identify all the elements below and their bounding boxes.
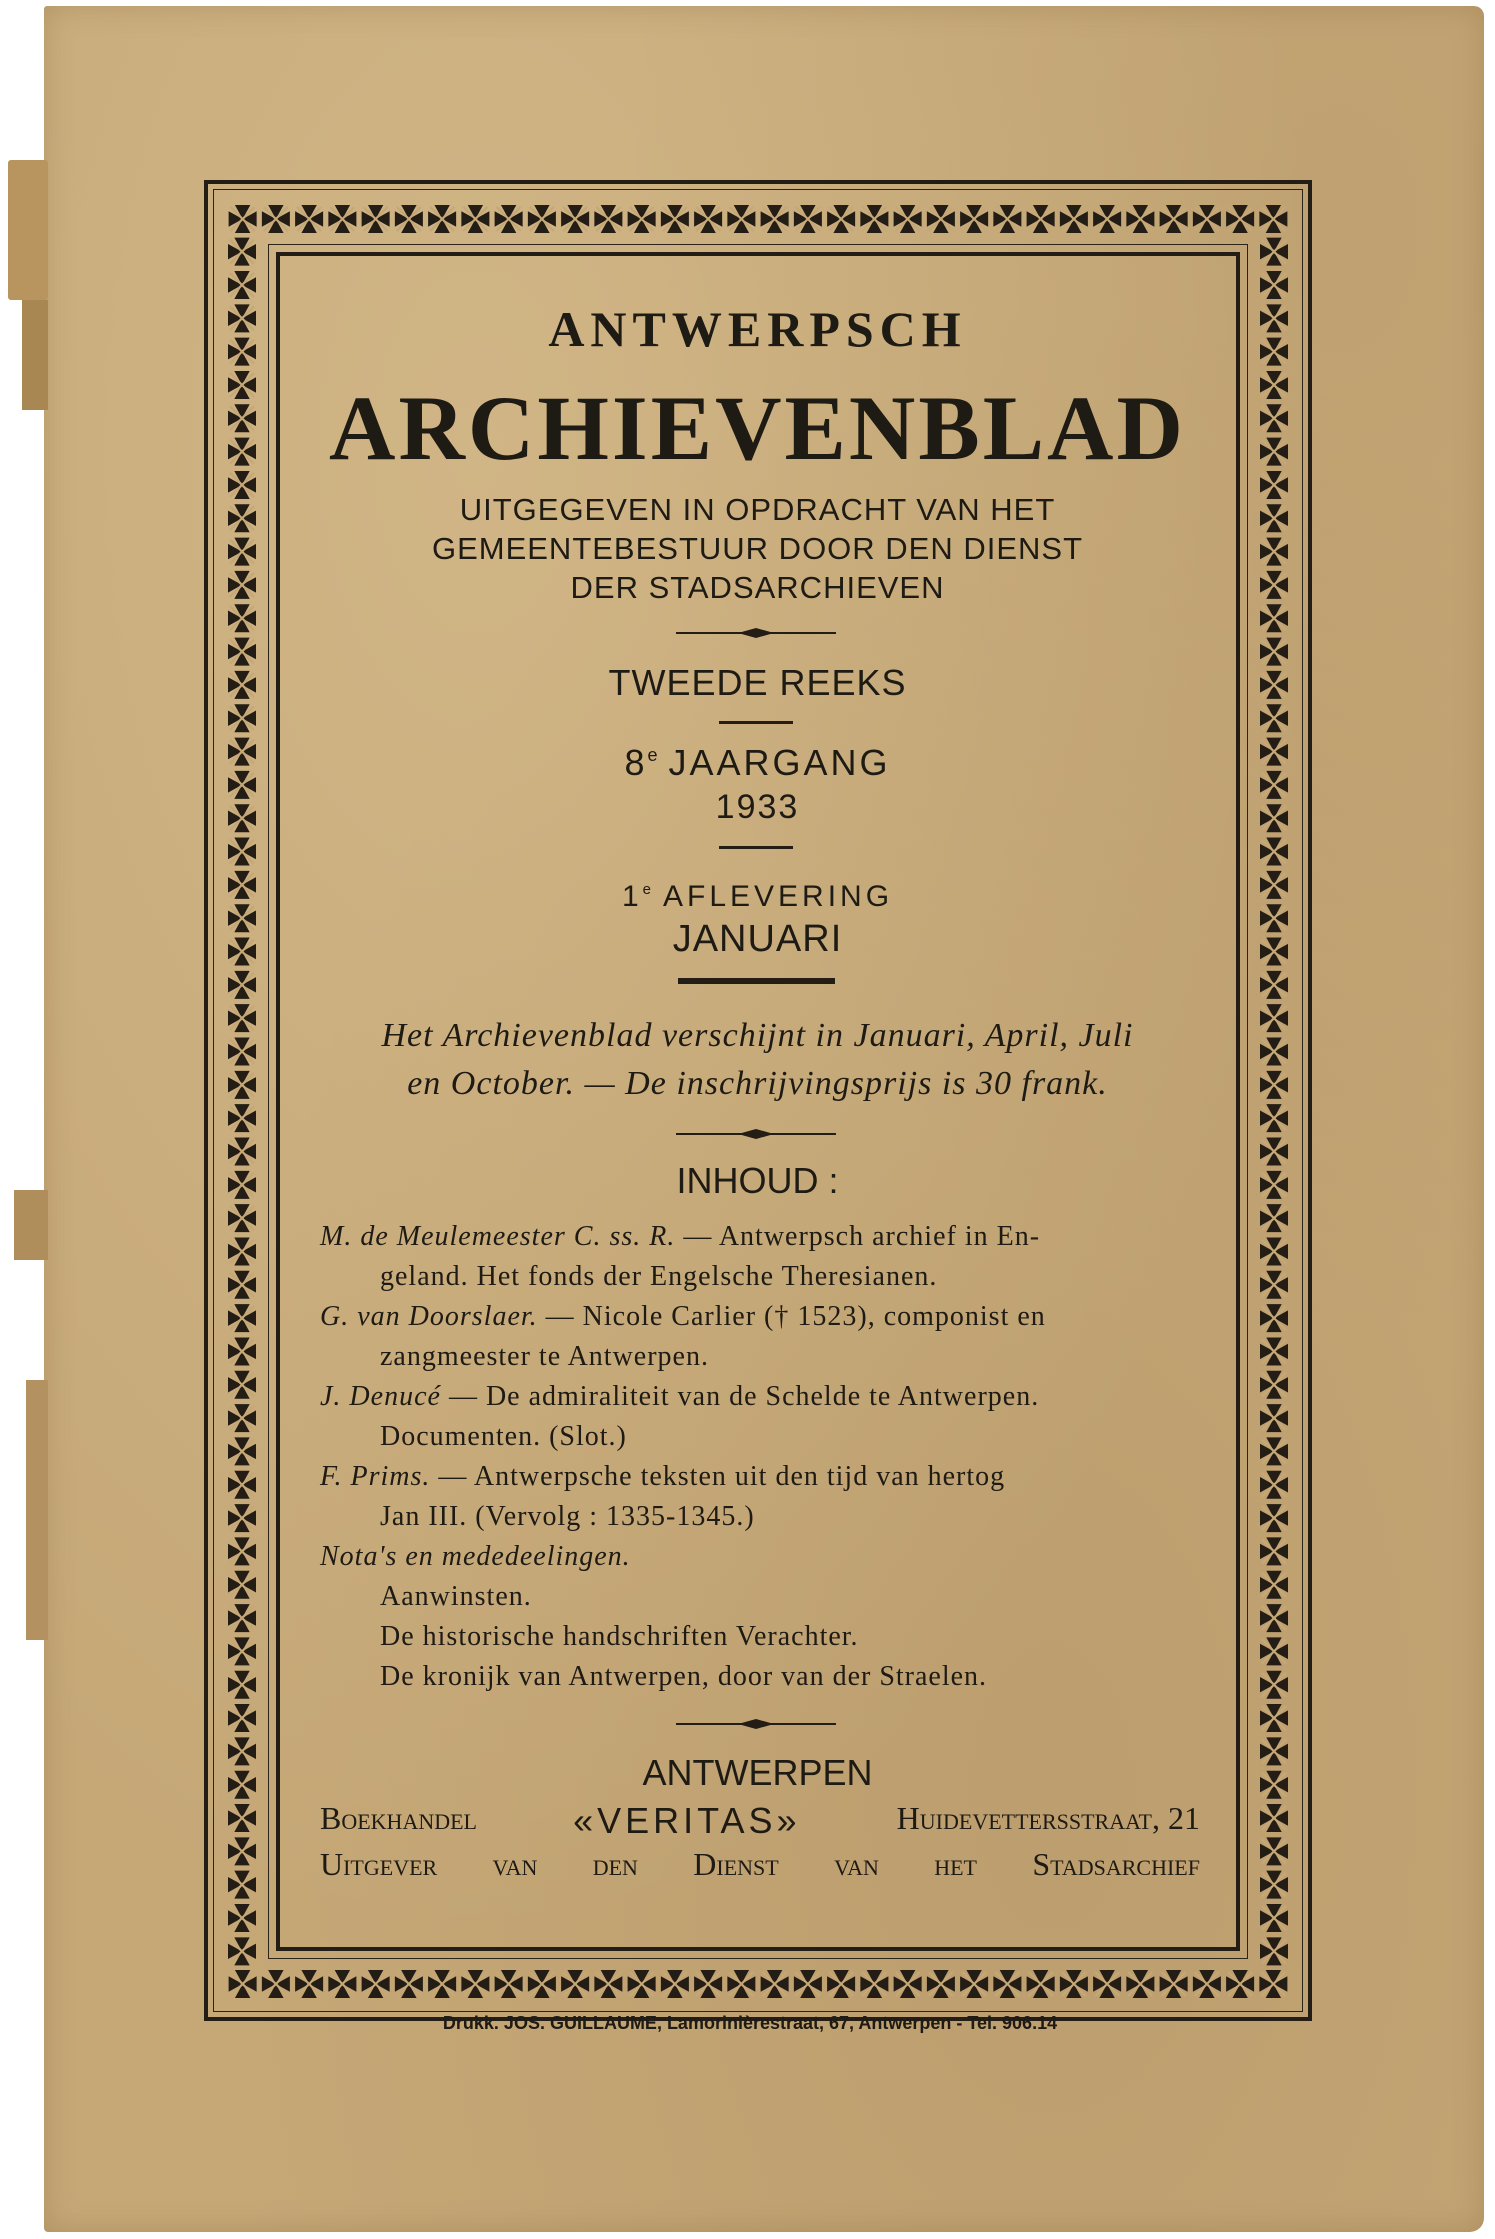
diamond-rule-icon (676, 627, 836, 639)
publisher-word: Dienst (693, 1846, 779, 1882)
cross-patee-ornament-icon (1260, 671, 1288, 699)
contents-entry (320, 1337, 1200, 1377)
issue-line (290, 880, 1225, 914)
contents-title: Documenten. (Slot.) (380, 1421, 627, 1452)
torn-spine-fragment (8, 160, 48, 300)
contents-author: Nota's en mededeelingen. (320, 1541, 631, 1572)
cross-patee-ornament-icon (1260, 1371, 1288, 1399)
cross-patee-ornament-icon (228, 1737, 256, 1765)
subtitle-line: DER STADSARCHIEVEN (570, 570, 945, 605)
contents-entry (320, 1497, 1200, 1537)
year: 1933 (715, 788, 800, 826)
cross-patee-ornament-icon (228, 1671, 256, 1699)
cross-patee-ornament-icon (727, 1970, 755, 1998)
cross-patee-ornament-icon (1060, 1970, 1088, 1998)
cross-patee-ornament-icon (228, 604, 256, 632)
cross-patee-ornament-icon (228, 1171, 256, 1199)
table-of-contents (320, 1217, 1200, 1697)
cross-patee-ornament-icon (228, 238, 256, 266)
cross-patee-ornament-icon (228, 1437, 256, 1465)
cross-patee-ornament-icon (1260, 771, 1288, 799)
cross-patee-ornament-icon (1260, 571, 1288, 599)
cross-patee-ornament-icon (1093, 1970, 1121, 1998)
cross-patee-ornament-icon (228, 471, 256, 499)
cross-patee-ornament-icon (395, 1970, 423, 1998)
diamond-rule-icon (676, 1718, 836, 1730)
contents-title: geland. Het fonds der Engelsche Theresianen. (380, 1261, 938, 1292)
cross-patee-ornament-icon (1260, 1271, 1288, 1299)
cross-patee-ornament-icon (1060, 205, 1088, 233)
contents-entry (320, 1457, 1200, 1497)
cross-patee-ornament-icon (228, 1271, 256, 1299)
cross-patee-ornament-icon (228, 371, 256, 399)
contents-entry (320, 1657, 1200, 1697)
torn-spine-label (26, 1380, 48, 1640)
cross-patee-ornament-icon (495, 205, 523, 233)
cross-patee-ornament-icon (228, 704, 256, 732)
cross-patee-ornament-icon (1260, 271, 1288, 299)
cross-patee-ornament-icon (1260, 404, 1288, 432)
cross-patee-ornament-icon (228, 638, 256, 666)
cross-patee-ornament-icon (228, 1337, 256, 1365)
cross-patee-ornament-icon (495, 1970, 523, 1998)
cross-patee-ornament-icon (295, 1970, 323, 1998)
cross-patee-ornament-icon (594, 205, 622, 233)
cross-patee-ornament-icon (1260, 1571, 1288, 1599)
cross-patee-ornament-icon (1260, 1871, 1288, 1899)
cross-patee-ornament-icon (1260, 1237, 1288, 1265)
subscription-notice-line: Het Archievenblad verschijnt in Januari, April, Juli (381, 1017, 1134, 1054)
issue-month: JANUARI (672, 918, 843, 960)
cross-patee-ornament-icon (927, 1970, 955, 1998)
publisher-address: Huidevettersstraat, 21 (896, 1800, 1200, 1836)
cross-patee-ornament-icon (1260, 504, 1288, 532)
cross-patee-ornament-icon (927, 205, 955, 233)
cross-patee-ornament-icon (228, 1137, 256, 1165)
cross-patee-ornament-icon (1260, 1804, 1288, 1832)
cross-patee-ornament-icon (428, 205, 456, 233)
series-label: TWEEDE REEKS (608, 662, 907, 703)
contents-title: Aanwinsten. (380, 1581, 532, 1612)
cross-patee-ornament-icon (228, 1471, 256, 1499)
cross-patee-ornament-icon (229, 1970, 257, 1998)
short-rule (719, 721, 793, 724)
cross-patee-ornament-icon (1260, 1937, 1288, 1965)
cross-patee-ornament-icon (661, 205, 689, 233)
cross-patee-ornament-icon (794, 205, 822, 233)
cross-patee-ornament-icon (228, 938, 256, 966)
cross-patee-ornament-icon (228, 1204, 256, 1232)
cross-patee-ornament-icon (694, 1970, 722, 1998)
diamond-rule-icon (676, 1128, 836, 1140)
cross-patee-ornament-icon (694, 205, 722, 233)
contents-title: — Antwerpsche teksten uit den tijd van hertog (430, 1461, 1006, 1492)
publisher-line-2 (320, 1846, 1200, 1883)
issue-number: 1 (621, 880, 643, 913)
cross-patee-ornament-icon (1160, 205, 1188, 233)
contents-author: J. Denucé (320, 1381, 441, 1412)
cross-patee-ornament-icon (1260, 1337, 1288, 1365)
cross-patee-ornament-icon (1260, 1038, 1288, 1066)
cross-patee-ornament-icon (1193, 205, 1221, 233)
contents-entry (320, 1217, 1200, 1257)
contents-entry (320, 1617, 1200, 1657)
cross-patee-ornament-icon (1260, 1671, 1288, 1699)
cross-patee-ornament-icon (794, 1970, 822, 1998)
cross-patee-ornament-icon (1260, 1171, 1288, 1199)
cross-patee-ornament-icon (428, 1970, 456, 1998)
cross-patee-ornament-icon (1260, 1604, 1288, 1632)
cross-patee-ornament-icon (228, 271, 256, 299)
cross-patee-ornament-icon (395, 205, 423, 233)
cross-patee-ornament-icon (1260, 1537, 1288, 1565)
subtitle-line: UITGEGEVEN IN OPDRACHT VAN HET (459, 492, 1056, 527)
contents-author: M. de Meulemeester C. ss. R. (320, 1221, 676, 1252)
cross-patee-ornament-icon (1260, 1837, 1288, 1865)
contents-heading: INHOUD : (676, 1160, 839, 1201)
cross-patee-ornament-icon (1260, 1704, 1288, 1732)
publisher-word: van (492, 1846, 538, 1882)
title-line-1: ANTWERPSCH (548, 301, 967, 357)
cross-patee-ornament-icon (228, 1937, 256, 1965)
subscription-notice-line: en October. — De inschrijvingsprijs is 30 frank. (407, 1065, 1108, 1102)
thick-rule (678, 978, 835, 984)
contents-title: Jan III. (Vervolg : 1335-1345.) (380, 1501, 755, 1532)
cross-patee-ornament-icon (1260, 904, 1288, 932)
printer-credit: Drukk. JOS. GUILLAUME, Lamorinièrestraat, 67, Antwerpen - Tel. 906.14 (442, 2013, 1058, 2033)
torn-spine-fragment (14, 1190, 48, 1260)
cross-patee-ornament-icon (528, 1970, 556, 1998)
contents-entry (320, 1377, 1200, 1417)
cross-patee-ornament-icon (461, 205, 489, 233)
cross-patee-ornament-icon (1260, 704, 1288, 732)
publisher-word: Uitgever (320, 1846, 438, 1882)
publisher-city: ANTWERPEN (642, 1752, 873, 1793)
cross-patee-ornament-icon (1226, 205, 1254, 233)
cross-patee-ornament-icon (860, 1970, 888, 1998)
publisher-word: het (934, 1846, 977, 1882)
cross-patee-ornament-icon (827, 1970, 855, 1998)
cross-patee-ornament-icon (228, 771, 256, 799)
cross-patee-ornament-icon (561, 205, 589, 233)
cross-patee-ornament-icon (228, 1237, 256, 1265)
cross-patee-ornament-icon (228, 338, 256, 366)
ornament-border-right (1258, 235, 1290, 1968)
contents-title: zangmeester te Antwerpen. (380, 1341, 709, 1372)
volume-line (290, 742, 1225, 784)
subtitle-line: GEMEENTEBESTUUR DOOR DEN DIENST (431, 531, 1084, 566)
cross-patee-ornament-icon (860, 205, 888, 233)
cross-patee-ornament-icon (228, 1504, 256, 1532)
contents-entry (320, 1417, 1200, 1457)
cross-patee-ornament-icon (628, 205, 656, 233)
cross-patee-ornament-icon (827, 205, 855, 233)
cross-patee-ornament-icon (228, 904, 256, 932)
cross-patee-ornament-icon (362, 1970, 390, 1998)
cross-patee-ornament-icon (228, 1904, 256, 1932)
cross-patee-ornament-icon (661, 1970, 689, 1998)
cross-patee-ornament-icon (1260, 304, 1288, 332)
cross-patee-ornament-icon (228, 538, 256, 566)
publisher-word: den (592, 1846, 638, 1882)
cross-patee-ornament-icon (1260, 938, 1288, 966)
cross-patee-ornament-icon (1260, 471, 1288, 499)
cross-patee-ornament-icon (228, 304, 256, 332)
volume-suffix: e (647, 744, 661, 765)
cross-patee-ornament-icon (1260, 1771, 1288, 1799)
cross-patee-ornament-icon (228, 1637, 256, 1665)
cross-patee-ornament-icon (1260, 1404, 1288, 1432)
cross-patee-ornament-icon (228, 504, 256, 532)
cross-patee-ornament-icon (1260, 438, 1288, 466)
contents-title: De kronijk van Antwerpen, door van der Straelen. (380, 1661, 988, 1692)
contents-title: — Antwerpsch archief in En- (675, 1221, 1041, 1252)
cross-patee-ornament-icon (228, 1704, 256, 1732)
cross-patee-ornament-icon (993, 205, 1021, 233)
cross-patee-ornament-icon (993, 1970, 1021, 1998)
volume-label: JAARGANG (668, 742, 891, 783)
cross-patee-ornament-icon (1260, 1137, 1288, 1165)
contents-title: De historische handschriften Verachter. (380, 1621, 859, 1652)
cross-patee-ornament-icon (960, 1970, 988, 1998)
ornament-border-top (226, 203, 1290, 235)
cross-patee-ornament-icon (1260, 838, 1288, 866)
cross-patee-ornament-icon (761, 205, 789, 233)
cross-patee-ornament-icon (1260, 604, 1288, 632)
title-line-2: ARCHIEVENBLAD (329, 377, 1186, 479)
contents-entry (320, 1577, 1200, 1617)
contents-title: — Nicole Carlier († 1523), componist en (537, 1301, 1046, 1332)
cross-patee-ornament-icon (228, 671, 256, 699)
cross-patee-ornament-icon (228, 404, 256, 432)
cross-patee-ornament-icon (1260, 1304, 1288, 1332)
cross-patee-ornament-icon (1027, 1970, 1055, 1998)
cross-patee-ornament-icon (228, 738, 256, 766)
contents-entry (320, 1537, 1200, 1577)
contents-author: F. Prims. (320, 1461, 431, 1492)
cross-patee-ornament-icon (1260, 238, 1288, 266)
publisher-name: «VERITAS» (573, 1800, 801, 1841)
cross-patee-ornament-icon (228, 1104, 256, 1132)
cross-patee-ornament-icon (228, 838, 256, 866)
issue-suffix: e (642, 881, 655, 898)
cross-patee-ornament-icon (228, 1871, 256, 1899)
cross-patee-ornament-icon (228, 804, 256, 832)
cross-patee-ornament-icon (228, 1038, 256, 1066)
cross-patee-ornament-icon (1260, 538, 1288, 566)
cross-patee-ornament-icon (727, 205, 755, 233)
cross-patee-ornament-icon (228, 971, 256, 999)
cross-patee-ornament-icon (894, 205, 922, 233)
cross-patee-ornament-icon (1126, 1970, 1154, 1998)
cross-patee-ornament-icon (228, 438, 256, 466)
publisher-word: van (834, 1846, 879, 1882)
cross-patee-ornament-icon (262, 1970, 290, 1998)
cross-patee-ornament-icon (960, 205, 988, 233)
cross-patee-ornament-icon (1126, 205, 1154, 233)
cross-patee-ornament-icon (1260, 1004, 1288, 1032)
cross-patee-ornament-icon (228, 1604, 256, 1632)
cross-patee-ornament-icon (1260, 971, 1288, 999)
cross-patee-ornament-icon (561, 1970, 589, 1998)
publisher-line-1 (320, 1800, 1200, 1842)
short-rule (719, 846, 793, 849)
cross-patee-ornament-icon (1260, 1904, 1288, 1932)
cross-patee-ornament-icon (1260, 1071, 1288, 1099)
cross-patee-ornament-icon (228, 1571, 256, 1599)
cross-patee-ornament-icon (295, 205, 323, 233)
cross-patee-ornament-icon (228, 1404, 256, 1432)
cross-patee-ornament-icon (528, 205, 556, 233)
publisher-word: Boekhandel (320, 1800, 477, 1836)
cross-patee-ornament-icon (328, 205, 356, 233)
issue-label: AFLEVERING (662, 880, 894, 913)
cross-patee-ornament-icon (362, 205, 390, 233)
cross-patee-ornament-icon (1260, 1637, 1288, 1665)
cross-patee-ornament-icon (1160, 1970, 1188, 1998)
contents-author: G. van Doorslaer. (320, 1301, 538, 1332)
cross-patee-ornament-icon (228, 1304, 256, 1332)
cross-patee-ornament-icon (1259, 1970, 1287, 1998)
cross-patee-ornament-icon (328, 1970, 356, 1998)
cross-patee-ornament-icon (228, 1771, 256, 1799)
ornament-border-left (226, 235, 258, 1968)
cross-patee-ornament-icon (1260, 371, 1288, 399)
cross-patee-ornament-icon (1260, 638, 1288, 666)
contents-entry (320, 1257, 1200, 1297)
cross-patee-ornament-icon (761, 1970, 789, 1998)
cross-patee-ornament-icon (1259, 205, 1287, 233)
cross-patee-ornament-icon (228, 1071, 256, 1099)
cross-patee-ornament-icon (894, 1970, 922, 1998)
cross-patee-ornament-icon (1260, 1437, 1288, 1465)
cross-patee-ornament-icon (1260, 1471, 1288, 1499)
publisher-word: Stadsarchief (1032, 1846, 1200, 1882)
ornament-border-bottom (226, 1968, 1290, 2000)
cross-patee-ornament-icon (1260, 338, 1288, 366)
cross-patee-ornament-icon (1260, 1204, 1288, 1232)
cross-patee-ornament-icon (228, 1537, 256, 1565)
cross-patee-ornament-icon (1093, 205, 1121, 233)
cross-patee-ornament-icon (228, 571, 256, 599)
cross-patee-ornament-icon (229, 205, 257, 233)
cross-patee-ornament-icon (628, 1970, 656, 1998)
cross-patee-ornament-icon (1193, 1970, 1221, 1998)
cross-patee-ornament-icon (1260, 1737, 1288, 1765)
volume-number: 8 (624, 742, 648, 783)
cross-patee-ornament-icon (594, 1970, 622, 1998)
cross-patee-ornament-icon (1260, 871, 1288, 899)
cross-patee-ornament-icon (228, 1371, 256, 1399)
cross-patee-ornament-icon (1260, 1104, 1288, 1132)
cross-patee-ornament-icon (1226, 1970, 1254, 1998)
cross-patee-ornament-icon (1260, 738, 1288, 766)
cross-patee-ornament-icon (228, 1837, 256, 1865)
contents-entry (320, 1297, 1200, 1337)
cross-patee-ornament-icon (1027, 205, 1055, 233)
cross-patee-ornament-icon (228, 871, 256, 899)
contents-title: — De admiraliteit van de Schelde te Antwerpen. (440, 1381, 1040, 1412)
cross-patee-ornament-icon (228, 1004, 256, 1032)
torn-spine-fragment (22, 300, 48, 410)
cross-patee-ornament-icon (1260, 1504, 1288, 1532)
cross-patee-ornament-icon (262, 205, 290, 233)
cross-patee-ornament-icon (228, 1804, 256, 1832)
cross-patee-ornament-icon (461, 1970, 489, 1998)
cross-patee-ornament-icon (1260, 804, 1288, 832)
